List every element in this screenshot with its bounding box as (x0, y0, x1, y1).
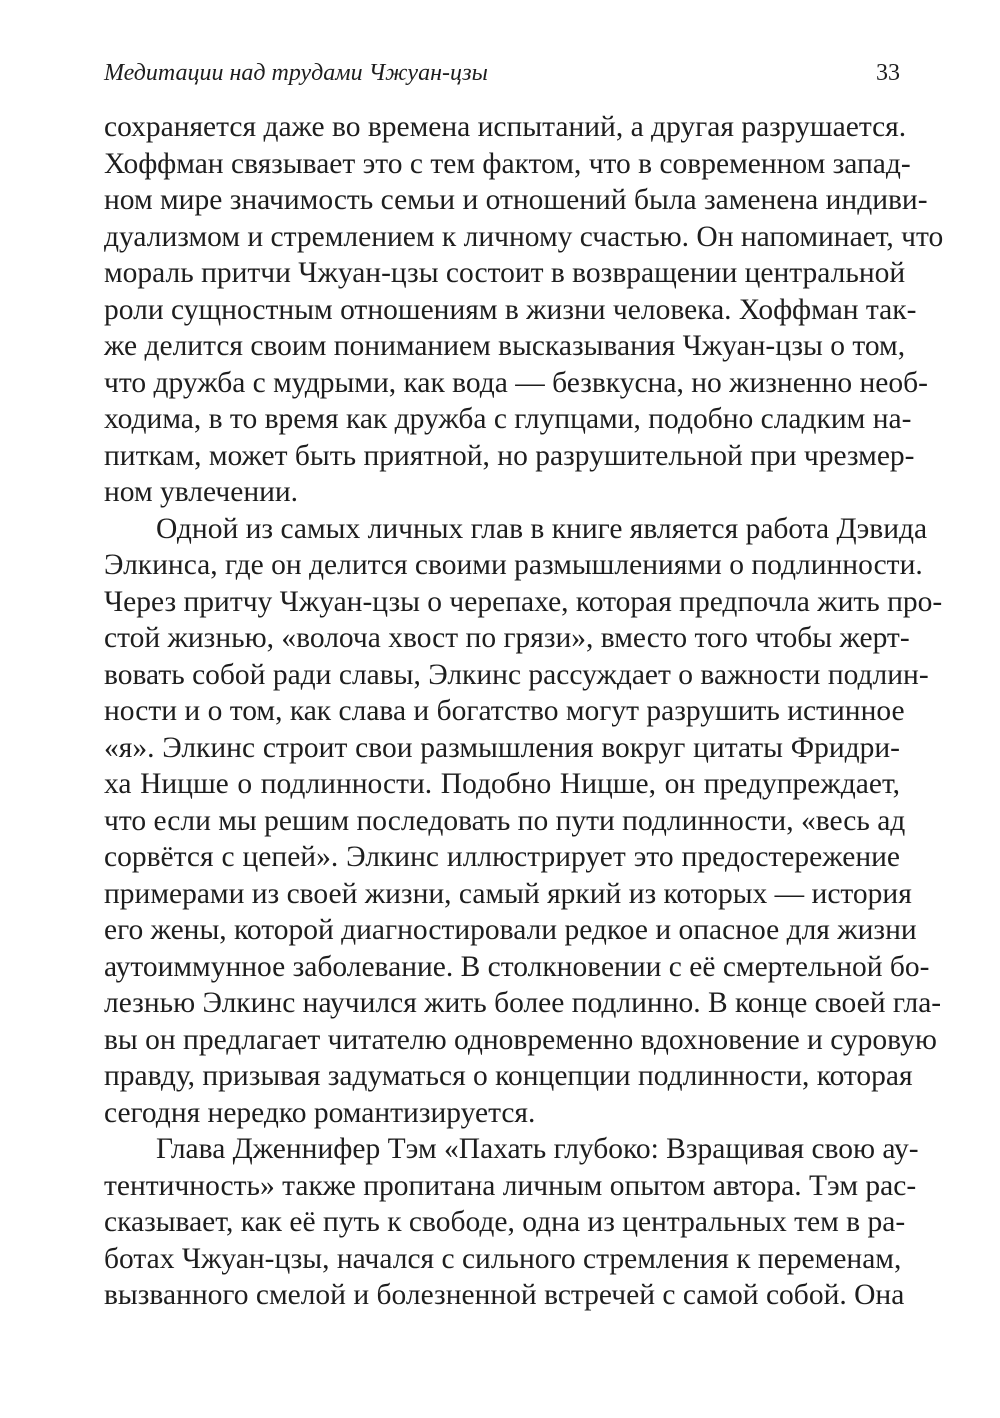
text-line: его жены, которой диагностировали редкое и опасное для жизни (104, 914, 917, 946)
text-line: дуализмом и стремлением к личному счастью. Он напоминает, что (104, 220, 944, 253)
text-line: тентичность» также пропитана личным опытом автора. Тэм рас- (104, 1169, 917, 1202)
text-line: вызванного смелой и болезненной встречей с самой собой. Она (104, 1279, 905, 1311)
text-line: ботах Чжуан-цзы, начался с сильного стремления к переменам, (104, 1242, 902, 1275)
text-line: ном увлечении. (104, 476, 299, 508)
text-line: питкам, может быть приятной, но разрушительной при чрезмер- (104, 439, 915, 472)
text-line: лезнью Элкинс научился жить более подлинно. В конце своей гла- (104, 987, 942, 1019)
text-line: ном мире значимость семьи и отношений была заменена индиви- (104, 184, 928, 216)
text-line: ха Ницше о подлинности. Подобно Ницше, он предупреждает, (104, 768, 900, 800)
text-line: ходима, в то время как дружба с глупцами, подобно сладким на- (104, 403, 912, 435)
running-header (104, 58, 900, 88)
text-line: правду, призывая задуматься о концепции подлинности, которая (104, 1060, 913, 1092)
text-line: Через притчу Чжуан-цзы о черепахе, которая предпочла жить про- (104, 585, 943, 618)
text-line: же делится своим пониманием высказывания Чжуан-цзы о том, (104, 330, 906, 362)
text-line: сохраняется даже во времена испытаний, а другая разрушается. (104, 111, 907, 143)
text-line: сорвётся с цепей». Элкинс иллюстрирует это предостережение (104, 841, 900, 873)
paragraph-2 (104, 511, 943, 1132)
page-number: 33 (876, 60, 900, 86)
text-line: «я». Элкинс строит свои размышления вокруг цитаты Фридри- (104, 731, 900, 764)
text-line: роли сущностным отношениям в жизни человека. Хоффман так- (104, 293, 917, 326)
text-line: аутоиммунное заболевание. В столкновении с её смертельной бо- (104, 950, 930, 983)
text-line: Одной из самых личных глав в книге является работа Дэвида (156, 512, 928, 545)
text-line: что дружба с мудрыми, как вода — безвкусна, но жизненно необ- (104, 366, 928, 399)
text-line: сегодня нередко романтизируется. (104, 1096, 536, 1129)
running-title: Медитации над трудами Чжуан-цзы (104, 60, 488, 86)
paragraph-3 (104, 1131, 919, 1314)
text-line: вовать собой ради славы, Элкинс рассуждает о важности подлин- (104, 658, 929, 691)
text-line: Элкинса, где он делится своими размышлениями о подлинности. (104, 549, 923, 581)
text-line: что если мы решим последовать по пути подлинности, «весь ад (104, 804, 906, 837)
text-line: ности и о том, как слава и богатство могут разрушить истинное (104, 695, 905, 727)
text-line: примерами из своей жизни, самый яркий из которых — история (104, 877, 912, 910)
paragraph-1 (104, 109, 944, 511)
text-line: мораль притчи Чжуан-цзы состоит в возвращении центральной (104, 257, 906, 289)
text-line: сказывает, как её путь к свободе, одна из центральных тем в ра- (104, 1206, 906, 1238)
text-line: Глава Дженнифер Тэм «Пахать глубоко: Взращивая свою ау- (156, 1133, 919, 1165)
text-line: вы он предлагает читателю одновременно вдохновение и суровую (104, 1023, 937, 1056)
body-text (104, 109, 944, 1314)
text-line: Хоффман связывает это с тем фактом, что в современном запад- (104, 147, 911, 180)
text-line: стой жизнью, «волоча хвост по грязи», вместо того чтобы жерт- (104, 622, 910, 654)
